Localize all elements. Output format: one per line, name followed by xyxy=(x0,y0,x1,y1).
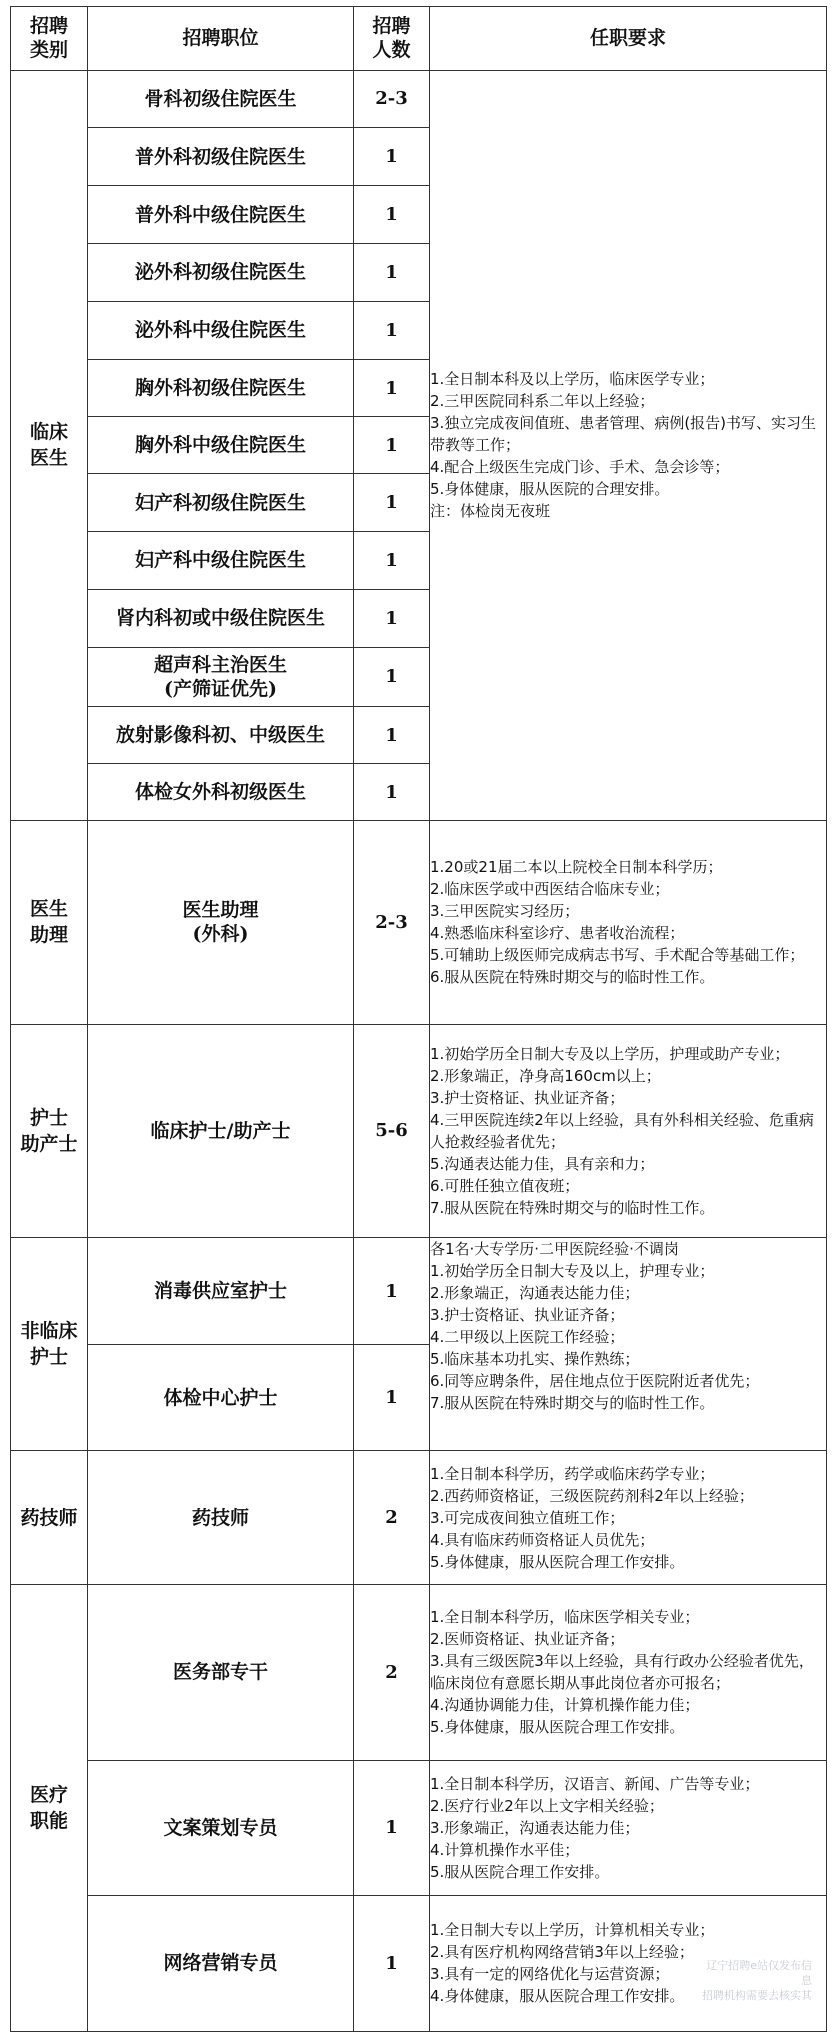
position-cell xyxy=(88,821,354,1025)
count-cell: 1 xyxy=(354,647,430,706)
position-name: 药技师 xyxy=(191,1506,249,1529)
count-cell: 2-3 xyxy=(354,70,430,128)
requirement-line: 4.沟通协调能力佳，计算机操作能力佳； xyxy=(430,1696,700,1715)
count-cell: 1 xyxy=(354,128,430,186)
requirement-line: 2.医师资格证、执业证齐备； xyxy=(430,1630,625,1649)
table-row xyxy=(11,1760,827,1895)
requirement-line: 4.计算机操作水平佳； xyxy=(430,1840,580,1859)
position-name: 骨科初级住院医生 xyxy=(144,87,297,110)
category-label: 助产士 xyxy=(20,1132,78,1155)
position-name: 超声科主治医生 xyxy=(153,653,287,676)
header-row xyxy=(11,7,827,71)
position-name: 肾内科初或中级住院医生 xyxy=(115,607,325,630)
position-name: 放射影像科初、中级医生 xyxy=(115,724,325,747)
position-name: 网络营销专员 xyxy=(163,1952,278,1975)
position-cell xyxy=(88,70,354,128)
count-cell: 2 xyxy=(354,1584,430,1760)
table-row xyxy=(11,1451,827,1585)
table-row xyxy=(11,1584,827,1760)
requirement-line: 1.全日制本科学历，临床医学相关专业； xyxy=(430,1608,700,1627)
requirement-line: 5.临床基本功扎实、操作熟练； xyxy=(430,1349,640,1368)
watermark: 辽宁招聘e站仅发布信息 招聘机构需要去核实其 xyxy=(702,1959,812,2002)
requirement-line: 2.医疗行业2年以上文字相关经验； xyxy=(430,1796,664,1815)
requirement-line: 1.20或21届二本以上院校全日制本科学历； xyxy=(430,858,723,877)
requirements-cell xyxy=(430,821,827,1025)
position-name: 普外科中级住院医生 xyxy=(134,203,306,226)
position-name: 医务部专干 xyxy=(172,1661,268,1684)
count-cell: 1 xyxy=(354,1237,430,1344)
category-cell xyxy=(11,1024,88,1237)
position-cell xyxy=(88,647,354,706)
requirement-line: 5.身体健康，服从医院合理工作安排。 xyxy=(430,1718,685,1737)
requirement-line: 1.全日制本科学历，汉语言、新闻、广告等专业； xyxy=(430,1774,760,1793)
count-cell: 1 xyxy=(354,1345,430,1451)
header-category: 招聘 类别 xyxy=(11,7,88,71)
position-cell xyxy=(88,1345,354,1451)
position-cell xyxy=(88,589,354,647)
requirement-line: 3.三甲医院实习经历； xyxy=(430,902,580,921)
position-cell xyxy=(88,359,354,417)
count-cell: 1 xyxy=(354,301,430,359)
position-cell xyxy=(88,186,354,244)
position-name: 普外科初级住院医生 xyxy=(134,145,306,168)
position-cell xyxy=(88,531,354,589)
requirement-line: 5.沟通表达能力佳，具有亲和力； xyxy=(430,1154,655,1173)
requirement-line: 1.初始学历全日制大专及以上，护理专业； xyxy=(430,1261,715,1280)
category-label: 医生 xyxy=(29,447,68,470)
category-cell xyxy=(11,1237,88,1450)
count-cell: 1 xyxy=(354,474,430,532)
requirement-line: 5.服从医院合理工作安排。 xyxy=(430,1862,610,1881)
category-cell xyxy=(11,1584,88,2031)
header-count: 招聘 人数 xyxy=(354,7,430,71)
position-name: 文案策划专员 xyxy=(163,1816,278,1839)
requirement-line: 1.全日制本科学历，药学或临床药学专业； xyxy=(430,1464,715,1483)
requirement-line: 4.配合上级医生完成门诊、手术、急会诊等； xyxy=(430,458,730,477)
position-cell xyxy=(88,243,354,301)
table-row xyxy=(11,70,827,128)
position-cell xyxy=(88,474,354,532)
position-cell xyxy=(88,1760,354,1895)
requirement-line: 5.身体健康，服从医院的合理安排。 xyxy=(430,480,670,499)
position-cell xyxy=(88,764,354,821)
count-cell: 1 xyxy=(354,243,430,301)
position-cell xyxy=(88,1895,354,2031)
requirement-line: 5.可辅助上级医师完成病志书写、手术配合等基础工作； xyxy=(430,946,805,965)
requirement-line: 4.身体健康，服从医院合理工作安排。 xyxy=(430,1987,685,2006)
requirements-cell xyxy=(430,1024,827,1237)
requirement-line: 3.护士资格证、执业证齐备； xyxy=(430,1088,625,1107)
count-cell: 1 xyxy=(354,589,430,647)
requirement-line: 1.初始学历全日制大专及以上学历，护理或助产专业； xyxy=(430,1044,790,1063)
requirements-cell xyxy=(430,1237,827,1450)
count-cell: 1 xyxy=(354,706,430,764)
requirements-cell xyxy=(430,70,827,821)
position-cell xyxy=(88,1237,354,1344)
category-label: 护士 xyxy=(29,1346,68,1369)
recruitment-table xyxy=(10,6,827,2032)
category-label: 临床 xyxy=(29,421,68,444)
position-name: 胸外科初级住院医生 xyxy=(134,377,306,400)
position-name: (产筛证优先) xyxy=(164,677,277,700)
requirement-line: 5.身体健康，服从医院合理工作安排。 xyxy=(430,1552,685,1571)
count-cell: 1 xyxy=(354,531,430,589)
requirement-line: 3.具有三级医院3年以上经验，具有行政办公经验者优先，临床岗位有意愿长期从事此岗位者亦可报名； xyxy=(430,1652,814,1693)
category-label: 药技师 xyxy=(20,1506,78,1529)
requirement-line: 6.同等应聘条件，居住地点位于医院附近者优先； xyxy=(430,1371,760,1390)
category-label: 医疗 xyxy=(29,1783,68,1806)
position-name: 体检女外科初级医生 xyxy=(134,781,306,804)
requirement-line: 6.服从医院在特殊时期交与的临时性工作。 xyxy=(430,968,715,987)
requirement-line: 2.具有医疗机构网络营销3年以上经验； xyxy=(430,1943,694,1962)
requirement-line: 2.西药师资格证，三级医院药剂科2年以上经验； xyxy=(430,1486,754,1505)
position-name: (外科) xyxy=(192,923,249,946)
position-cell xyxy=(88,706,354,764)
position-name: 妇产科中级住院医生 xyxy=(134,549,306,572)
table-row xyxy=(11,1024,827,1237)
count-cell: 1 xyxy=(354,764,430,821)
requirement-line: 4.三甲医院连续2年以上经验，具有外科相关经验、危重病人抢救经验者优先； xyxy=(430,1110,814,1151)
requirement-line: 2.三甲医院同科系二年以上经验； xyxy=(430,392,655,411)
requirement-line: 2.临床医学或中西医结合临床专业； xyxy=(430,880,670,899)
position-name: 消毒供应室护士 xyxy=(153,1280,287,1303)
requirement-line: 3.独立完成夜间值班、患者管理、病例(报告)书写、实习生带教等工作； xyxy=(430,414,817,455)
requirement-line: 4.二甲级以上医院工作经验； xyxy=(430,1327,625,1346)
requirement-line: 7.服从医院在特殊时期交与的临时性工作。 xyxy=(430,1198,715,1217)
count-cell: 1 xyxy=(354,186,430,244)
category-label: 护士 xyxy=(29,1106,68,1129)
category-cell xyxy=(11,821,88,1025)
count-cell: 1 xyxy=(354,359,430,417)
requirements-cell xyxy=(430,1451,827,1585)
position-cell xyxy=(88,1584,354,1760)
requirement-line: 3.可完成夜间独立值班工作； xyxy=(430,1508,625,1527)
header-requirements: 任职要求 xyxy=(430,7,827,71)
requirement-line: 4.具有临床药师资格证人员优先； xyxy=(430,1530,655,1549)
position-name: 泌外科初级住院医生 xyxy=(134,261,306,284)
requirement-line: 1.全日制大专以上学历，计算机相关专业； xyxy=(430,1921,715,1940)
requirement-line: 3.形象端正，沟通表达能力佳； xyxy=(430,1818,640,1837)
requirements-cell xyxy=(430,1760,827,1895)
count-cell: 1 xyxy=(354,1760,430,1895)
position-name: 胸外科中级住院医生 xyxy=(134,434,306,457)
count-cell: 1 xyxy=(354,1895,430,2031)
count-cell: 1 xyxy=(354,417,430,474)
requirements-cell xyxy=(430,1584,827,1760)
position-cell xyxy=(88,301,354,359)
category-label: 医生 xyxy=(29,898,68,921)
position-name: 临床护士/助产士 xyxy=(150,1119,291,1142)
category-label: 非临床 xyxy=(20,1320,78,1343)
count-cell: 2 xyxy=(354,1451,430,1585)
requirement-line: 6.可胜任独立值夜班； xyxy=(430,1176,580,1195)
requirement-line: 各1名·大专学历·二甲医院经验·不调岗 xyxy=(430,1239,679,1258)
count-cell: 5-6 xyxy=(354,1024,430,1237)
category-label: 职能 xyxy=(29,1809,68,1832)
requirement-line: 注：体检岗无夜班 xyxy=(430,502,551,521)
requirement-line: 4.熟悉临床科室诊疗、患者收治流程； xyxy=(430,924,685,943)
requirement-line: 3.具有一定的网络优化与运营资源； xyxy=(430,1965,670,1984)
position-cell xyxy=(88,1024,354,1237)
category-cell xyxy=(11,1451,88,1585)
category-cell xyxy=(11,70,88,821)
count-cell: 2-3 xyxy=(354,821,430,1025)
table-row xyxy=(11,821,827,1025)
position-name: 体检中心护士 xyxy=(163,1386,278,1409)
header-position: 招聘职位 xyxy=(88,7,354,71)
position-name: 医生助理 xyxy=(182,899,259,922)
requirement-line: 3.护士资格证、执业证齐备； xyxy=(430,1305,625,1324)
category-label: 助理 xyxy=(29,924,68,947)
requirement-line: 2.形象端正，沟通表达能力佳； xyxy=(430,1283,640,1302)
table-row xyxy=(11,1237,827,1344)
requirement-line: 2.形象端正，净身高160cm以上； xyxy=(430,1066,661,1085)
position-name: 泌外科中级住院医生 xyxy=(134,319,306,342)
position-cell xyxy=(88,417,354,474)
position-cell xyxy=(88,1451,354,1585)
requirement-line: 7.服从医院在特殊时期交与的临时性工作。 xyxy=(430,1393,715,1412)
requirement-line: 1.全日制本科及以上学历，临床医学专业； xyxy=(430,370,715,389)
position-name: 妇产科初级住院医生 xyxy=(134,491,306,514)
position-cell xyxy=(88,128,354,186)
